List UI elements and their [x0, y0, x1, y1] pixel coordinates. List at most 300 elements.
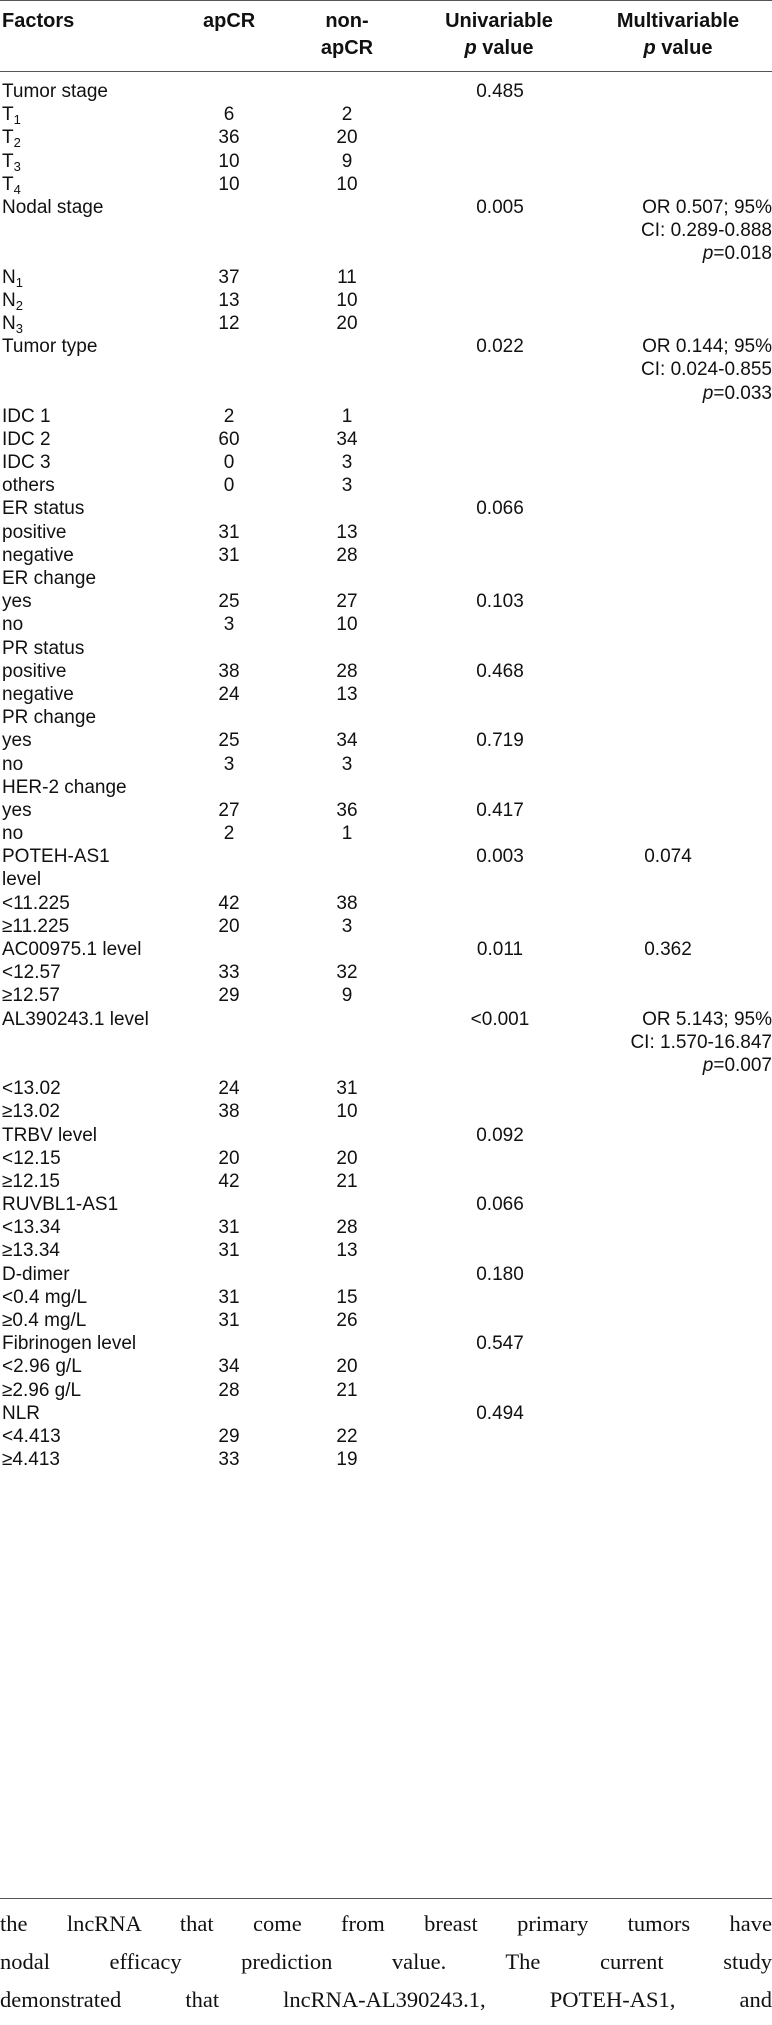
cell-apcr: 10: [218, 173, 240, 195]
factor-label: [2, 1425, 192, 1448]
cell-apcr: 42: [218, 1170, 240, 1192]
cell-univariable: 0.468: [476, 660, 524, 682]
table-row: [0, 938, 772, 961]
header-non-apcr-line2: apCR: [320, 37, 374, 59]
factor-label: [2, 289, 192, 312]
cell-univariable: 0.180: [476, 1263, 524, 1285]
factor-label: [2, 915, 192, 938]
factor-text: <11.225: [2, 892, 70, 914]
factor-label: [2, 706, 192, 729]
factor-text: IDC 2: [2, 428, 51, 450]
cell-non-apcr: 15: [336, 1286, 358, 1308]
factor-text: HER-2 change: [2, 776, 127, 798]
body-text-line: the lncRNA that come from breast primary tumors have: [0, 1911, 772, 1936]
table-row: [0, 799, 772, 822]
cell-factor: [2, 126, 192, 149]
cell-apcr: 2: [223, 823, 235, 845]
cell-apcr: 29: [218, 1425, 240, 1447]
cell-factor: [2, 1124, 192, 1147]
cell-factor: [2, 173, 192, 196]
factor-text: POTEH-AS1 level: [2, 846, 110, 891]
cell-factor: [2, 1332, 192, 1355]
cell-univariable: 0.011: [476, 939, 524, 961]
cell-apcr: 20: [218, 1147, 240, 1169]
cell-apcr: 6: [223, 104, 235, 126]
table-row: [0, 1402, 772, 1425]
cell-apcr: 31: [218, 1240, 240, 1262]
factor-label: [2, 80, 192, 103]
cell-non-apcr: 9: [341, 150, 353, 172]
cell-multivariable: 0.074: [644, 846, 692, 868]
table-row: [0, 822, 772, 845]
table-row: [0, 683, 772, 706]
cell-apcr: 10: [218, 150, 240, 172]
cell-univariable: 0.417: [476, 799, 524, 821]
multivariable-p: p: [702, 243, 714, 265]
multivariable-p-value: =0.033: [713, 382, 772, 404]
factor-text: ER change: [2, 568, 97, 589]
factor-text: N: [2, 289, 16, 311]
multivariable-line: CI: 0.289-0.888: [641, 220, 772, 242]
factor-text: <4.413: [2, 1425, 61, 1447]
table-row: [0, 706, 772, 729]
table-row: [0, 753, 772, 776]
factor-text: T: [2, 127, 14, 149]
table-top-rule: [0, 0, 772, 1]
factor-label: [2, 567, 192, 590]
table-body: [0, 80, 772, 1471]
cell-apcr: 36: [218, 127, 240, 149]
factor-text: TRBV level: [2, 1124, 98, 1146]
table-row: [0, 613, 772, 636]
multivariable-line: OR 0.144; 95%: [642, 336, 772, 358]
table-row: [0, 1448, 772, 1471]
cell-univariable: 0.003: [476, 846, 524, 868]
factor-label: [2, 1239, 192, 1262]
factor-text: IDC 1: [2, 405, 51, 427]
factor-text: negative: [2, 544, 74, 566]
factor-label: [2, 1402, 192, 1425]
factor-label: [2, 799, 192, 822]
factor-text: <13.02: [2, 1078, 61, 1100]
cell-factor: [2, 451, 192, 474]
multivariable-p: p: [702, 382, 714, 404]
cell-factor: [2, 103, 192, 126]
factor-label: [2, 1379, 192, 1402]
table-row: [0, 567, 772, 590]
header-multivariable-p: p: [643, 37, 656, 59]
cell-factor: [2, 1355, 192, 1378]
cell-factor: [2, 80, 192, 103]
cell-factor: [2, 822, 192, 845]
multivariable-p: p: [702, 1054, 714, 1076]
cell-non-apcr: 28: [336, 1217, 358, 1239]
cell-apcr: 33: [218, 1449, 240, 1471]
cell-factor: [2, 1425, 192, 1448]
cell-factor: [2, 590, 192, 613]
cell-factor: [2, 567, 192, 590]
table-row: [0, 590, 772, 613]
factor-text: Tumor stage: [2, 81, 108, 102]
cell-univariable: 0.485: [476, 81, 524, 102]
cell-factor: [2, 150, 192, 173]
table-row: [0, 660, 772, 683]
factor-text: PR change: [2, 707, 97, 729]
cell-apcr: 33: [218, 962, 240, 984]
cell-non-apcr: 3: [341, 475, 353, 497]
cell-non-apcr: 13: [336, 683, 358, 705]
table-row: [0, 892, 772, 915]
cell-factor: [2, 660, 192, 683]
cell-apcr: 42: [218, 892, 240, 914]
factor-label: [2, 521, 192, 544]
factor-text: yes: [2, 591, 32, 613]
factor-label: [2, 776, 192, 799]
factor-label: [2, 451, 192, 474]
factor-label: [2, 683, 192, 706]
factor-label: [2, 474, 192, 497]
cell-apcr: 3: [223, 614, 235, 636]
cell-non-apcr: 26: [336, 1310, 358, 1332]
table-row: [0, 1286, 772, 1309]
factor-text: ≥12.57: [2, 985, 60, 1007]
factor-label: [2, 266, 192, 289]
cell-non-apcr: 2: [341, 104, 353, 126]
table-row: [0, 1193, 772, 1216]
multivariable-p-line: [568, 382, 772, 405]
header-non-apcr: [317, 8, 377, 62]
cell-apcr: 0: [223, 452, 235, 474]
factor-text: Nodal stage: [2, 196, 104, 218]
cell-non-apcr: 36: [336, 799, 358, 821]
cell-factor: [2, 637, 192, 660]
header-non-apcr-line1: non-: [325, 10, 369, 32]
table-bottom-rule: [0, 1898, 772, 1899]
cell-factor: [2, 312, 192, 335]
table-row: [0, 80, 772, 103]
cell-apcr: 24: [218, 1078, 240, 1100]
cell-multivariable: [568, 335, 772, 405]
cell-non-apcr: 10: [336, 173, 358, 195]
factor-label: [2, 103, 192, 126]
factor-label: [2, 196, 192, 219]
multivariable-p-line: [568, 1054, 772, 1077]
factor-text: ≥2.96 g/L: [2, 1379, 82, 1401]
factor-text: negative: [2, 683, 74, 705]
cell-factor: [2, 1402, 192, 1425]
factor-label: [2, 428, 192, 451]
cell-factor: [2, 845, 152, 891]
header-apcr: apCR: [203, 10, 256, 32]
cell-apcr: 24: [218, 683, 240, 705]
factor-label: [2, 1216, 192, 1239]
cell-apcr: 13: [218, 289, 240, 311]
cell-apcr: 38: [218, 660, 240, 682]
factor-label: [2, 822, 192, 845]
factor-text: ≥0.4 mg/L: [2, 1310, 87, 1332]
factor-text: yes: [2, 730, 32, 752]
cell-factor: [2, 1216, 192, 1239]
body-text-line: nodal efficacy prediction value. The current study: [0, 1949, 772, 1974]
factor-text: <13.34: [2, 1217, 61, 1239]
cell-non-apcr: 1: [341, 405, 353, 427]
table-row: [0, 1379, 772, 1402]
cell-univariable: 0.005: [476, 196, 524, 218]
cell-factor: [2, 706, 192, 729]
factor-text: <0.4 mg/L: [2, 1286, 88, 1308]
factor-text: no: [2, 614, 24, 636]
cell-non-apcr: 21: [336, 1170, 358, 1192]
factor-subscript: 4: [13, 181, 21, 197]
factor-text: ≥13.02: [2, 1101, 60, 1123]
cell-non-apcr: 27: [336, 591, 358, 613]
cell-factor: [2, 1147, 192, 1170]
cell-univariable: 0.022: [476, 336, 524, 358]
factor-label: [2, 405, 192, 428]
cell-apcr: 12: [218, 312, 240, 334]
cell-apcr: 27: [218, 799, 240, 821]
factor-label: [2, 173, 192, 196]
cell-apcr: 25: [218, 730, 240, 752]
cell-non-apcr: 10: [336, 289, 358, 311]
table-row: [0, 1355, 772, 1378]
table-row: [0, 1077, 772, 1100]
factor-label: [2, 1448, 192, 1471]
cell-factor: [2, 1077, 192, 1100]
table-row: [0, 1332, 772, 1355]
factor-text: <2.96 g/L: [2, 1356, 82, 1378]
cell-non-apcr: 3: [341, 915, 353, 937]
header-factors: Factors: [2, 10, 75, 32]
table-row: [0, 335, 772, 405]
cell-univariable: 0.066: [476, 498, 524, 520]
cell-factor: [2, 497, 192, 520]
cell-apcr: 60: [218, 428, 240, 450]
table-row: [0, 196, 772, 266]
table-row: [0, 126, 772, 149]
table-row: [0, 845, 772, 891]
table-row: [0, 729, 772, 752]
table-row: [0, 405, 772, 428]
factor-label: [2, 335, 192, 358]
header-univariable-line1: Univariable: [445, 10, 553, 32]
cell-factor: [2, 613, 192, 636]
cell-apcr: 34: [218, 1356, 240, 1378]
table-row: [0, 544, 772, 567]
factor-text: <12.15: [2, 1147, 61, 1169]
header-univariable-value: value: [476, 37, 534, 59]
cell-non-apcr: 10: [336, 614, 358, 636]
cell-multivariable: 0.362: [644, 939, 692, 961]
factor-label: [2, 1100, 192, 1123]
multivariable-line: OR 5.143; 95%: [642, 1008, 772, 1030]
cell-non-apcr: 9: [341, 985, 353, 1007]
cell-factor: [2, 892, 192, 915]
cell-apcr: 29: [218, 985, 240, 1007]
factor-text: NLR: [2, 1402, 41, 1424]
multivariable-p-value: =0.018: [713, 243, 772, 265]
cell-factor: [2, 915, 192, 938]
table-row: [0, 451, 772, 474]
cell-factor: [2, 1379, 192, 1402]
table-row: [0, 1309, 772, 1332]
table-row: [0, 961, 772, 984]
factor-label: [2, 1147, 192, 1170]
multivariable-line: CI: 1.570-16.847: [630, 1031, 772, 1053]
factor-label: [2, 1332, 192, 1355]
factor-label: [2, 590, 192, 613]
cell-factor: [2, 474, 192, 497]
table-header-rule: [0, 71, 772, 72]
cell-non-apcr: 32: [336, 962, 358, 984]
table-row: [0, 1147, 772, 1170]
cell-apcr: 31: [218, 521, 240, 543]
body-text-line: demonstrated that lncRNA-AL390243.1, POTEH-AS1, and: [0, 1987, 772, 2012]
cell-non-apcr: 11: [337, 266, 357, 288]
cell-factor: [2, 428, 192, 451]
cell-non-apcr: 31: [336, 1078, 358, 1100]
cell-non-apcr: 3: [341, 452, 353, 474]
table-row: [0, 497, 772, 520]
multivariable-p-value: =0.007: [713, 1054, 772, 1076]
factor-label: [2, 753, 192, 776]
cell-factor: [2, 335, 192, 358]
cell-factor: [2, 1263, 192, 1286]
cell-univariable: 0.103: [476, 591, 524, 613]
factor-text: D-dimer: [2, 1263, 70, 1285]
cell-univariable: 0.547: [476, 1333, 524, 1355]
cell-non-apcr: 3: [341, 753, 353, 775]
table-row: [0, 1263, 772, 1286]
factor-text: Fibrinogen level: [2, 1333, 137, 1355]
cell-factor: [2, 729, 192, 752]
table-row: [0, 150, 772, 173]
factor-subscript: 2: [15, 297, 23, 313]
factor-label: [2, 660, 192, 683]
cell-apcr: 31: [218, 1286, 240, 1308]
cell-univariable: 0.066: [476, 1194, 524, 1216]
factor-label: [2, 1077, 192, 1100]
cell-non-apcr: 13: [336, 521, 358, 543]
cell-apcr: 31: [218, 544, 240, 566]
cell-apcr: 28: [218, 1379, 240, 1401]
factor-text: ≥12.15: [2, 1170, 60, 1192]
cell-univariable: 0.092: [476, 1124, 524, 1146]
factor-text: AL390243.1 level: [2, 1008, 149, 1030]
table-row: [0, 1124, 772, 1147]
cell-factor: [2, 521, 192, 544]
factor-text: ≥13.34: [2, 1240, 60, 1262]
cell-non-apcr: 38: [336, 892, 358, 914]
factor-subscript: 3: [15, 320, 23, 336]
factor-text: ≥4.413: [2, 1449, 60, 1471]
table-row: [0, 1170, 772, 1193]
cell-apcr: 31: [218, 1217, 240, 1239]
cell-non-apcr: 10: [336, 1101, 358, 1123]
cell-factor: [2, 1100, 192, 1123]
cell-apcr: 38: [218, 1101, 240, 1123]
factor-text: ≥11.225: [2, 915, 70, 937]
factor-label: [2, 150, 192, 173]
cell-apcr: 37: [218, 266, 240, 288]
factor-text: positive: [2, 521, 67, 543]
cell-factor: [2, 1193, 192, 1216]
cell-factor: [2, 1286, 192, 1309]
factor-label: [2, 497, 192, 520]
table-row: [0, 1008, 772, 1078]
table-row: [0, 428, 772, 451]
factor-label: [2, 312, 192, 335]
factor-subscript: 1: [13, 112, 21, 128]
factor-text: no: [2, 753, 24, 775]
header-univariable-p: p: [464, 37, 477, 59]
table-row: [0, 521, 772, 544]
cell-non-apcr: 21: [336, 1379, 358, 1401]
cell-non-apcr: 34: [336, 730, 358, 752]
cell-factor: [2, 1170, 192, 1193]
factor-label: [2, 1124, 192, 1147]
factor-label: [2, 126, 192, 149]
factor-label: [2, 1309, 192, 1332]
body-paragraph: [0, 1905, 772, 2019]
factor-text: N: [2, 312, 16, 334]
factor-text: T: [2, 150, 14, 172]
cell-apcr: 31: [218, 1310, 240, 1332]
cell-factor: [2, 1309, 192, 1332]
cell-factor: [2, 196, 192, 219]
table-row: [0, 103, 772, 126]
cell-apcr: 25: [218, 591, 240, 613]
cell-multivariable: [568, 196, 772, 266]
factor-label: [2, 544, 192, 567]
factor-text: N: [2, 266, 16, 288]
factor-label: [2, 1170, 192, 1193]
cell-non-apcr: 1: [341, 823, 353, 845]
factor-label: [2, 938, 192, 961]
factor-text: T: [2, 173, 14, 195]
multivariable-p-line: [568, 242, 772, 265]
cell-factor: [2, 544, 192, 567]
table-row: [0, 915, 772, 938]
table-row: [0, 1239, 772, 1262]
table-row: [0, 984, 772, 1007]
header-multivariable: [588, 8, 768, 62]
factor-label: [2, 961, 192, 984]
factor-label: [2, 729, 192, 752]
factor-text: positive: [2, 660, 67, 682]
factor-label: [2, 845, 152, 891]
cell-factor: [2, 753, 192, 776]
cell-non-apcr: 22: [336, 1425, 358, 1447]
cell-multivariable: [568, 1008, 772, 1078]
table-row: [0, 266, 772, 289]
cell-non-apcr: 20: [336, 1147, 358, 1169]
table-row: [0, 474, 772, 497]
cell-non-apcr: 13: [336, 1240, 358, 1262]
header-multivariable-line1: Multivariable: [616, 10, 740, 32]
table-row: [0, 776, 772, 799]
cell-non-apcr: 28: [336, 660, 358, 682]
cell-factor: [2, 961, 192, 984]
cell-factor: [2, 799, 192, 822]
cell-apcr: 0: [223, 475, 235, 497]
cell-apcr: 3: [223, 753, 235, 775]
factor-subscript: 2: [13, 135, 21, 151]
factor-text: Tumor type: [2, 336, 98, 358]
table-row: [0, 1100, 772, 1123]
factor-subscript: 3: [13, 158, 21, 174]
cell-non-apcr: 34: [336, 428, 358, 450]
